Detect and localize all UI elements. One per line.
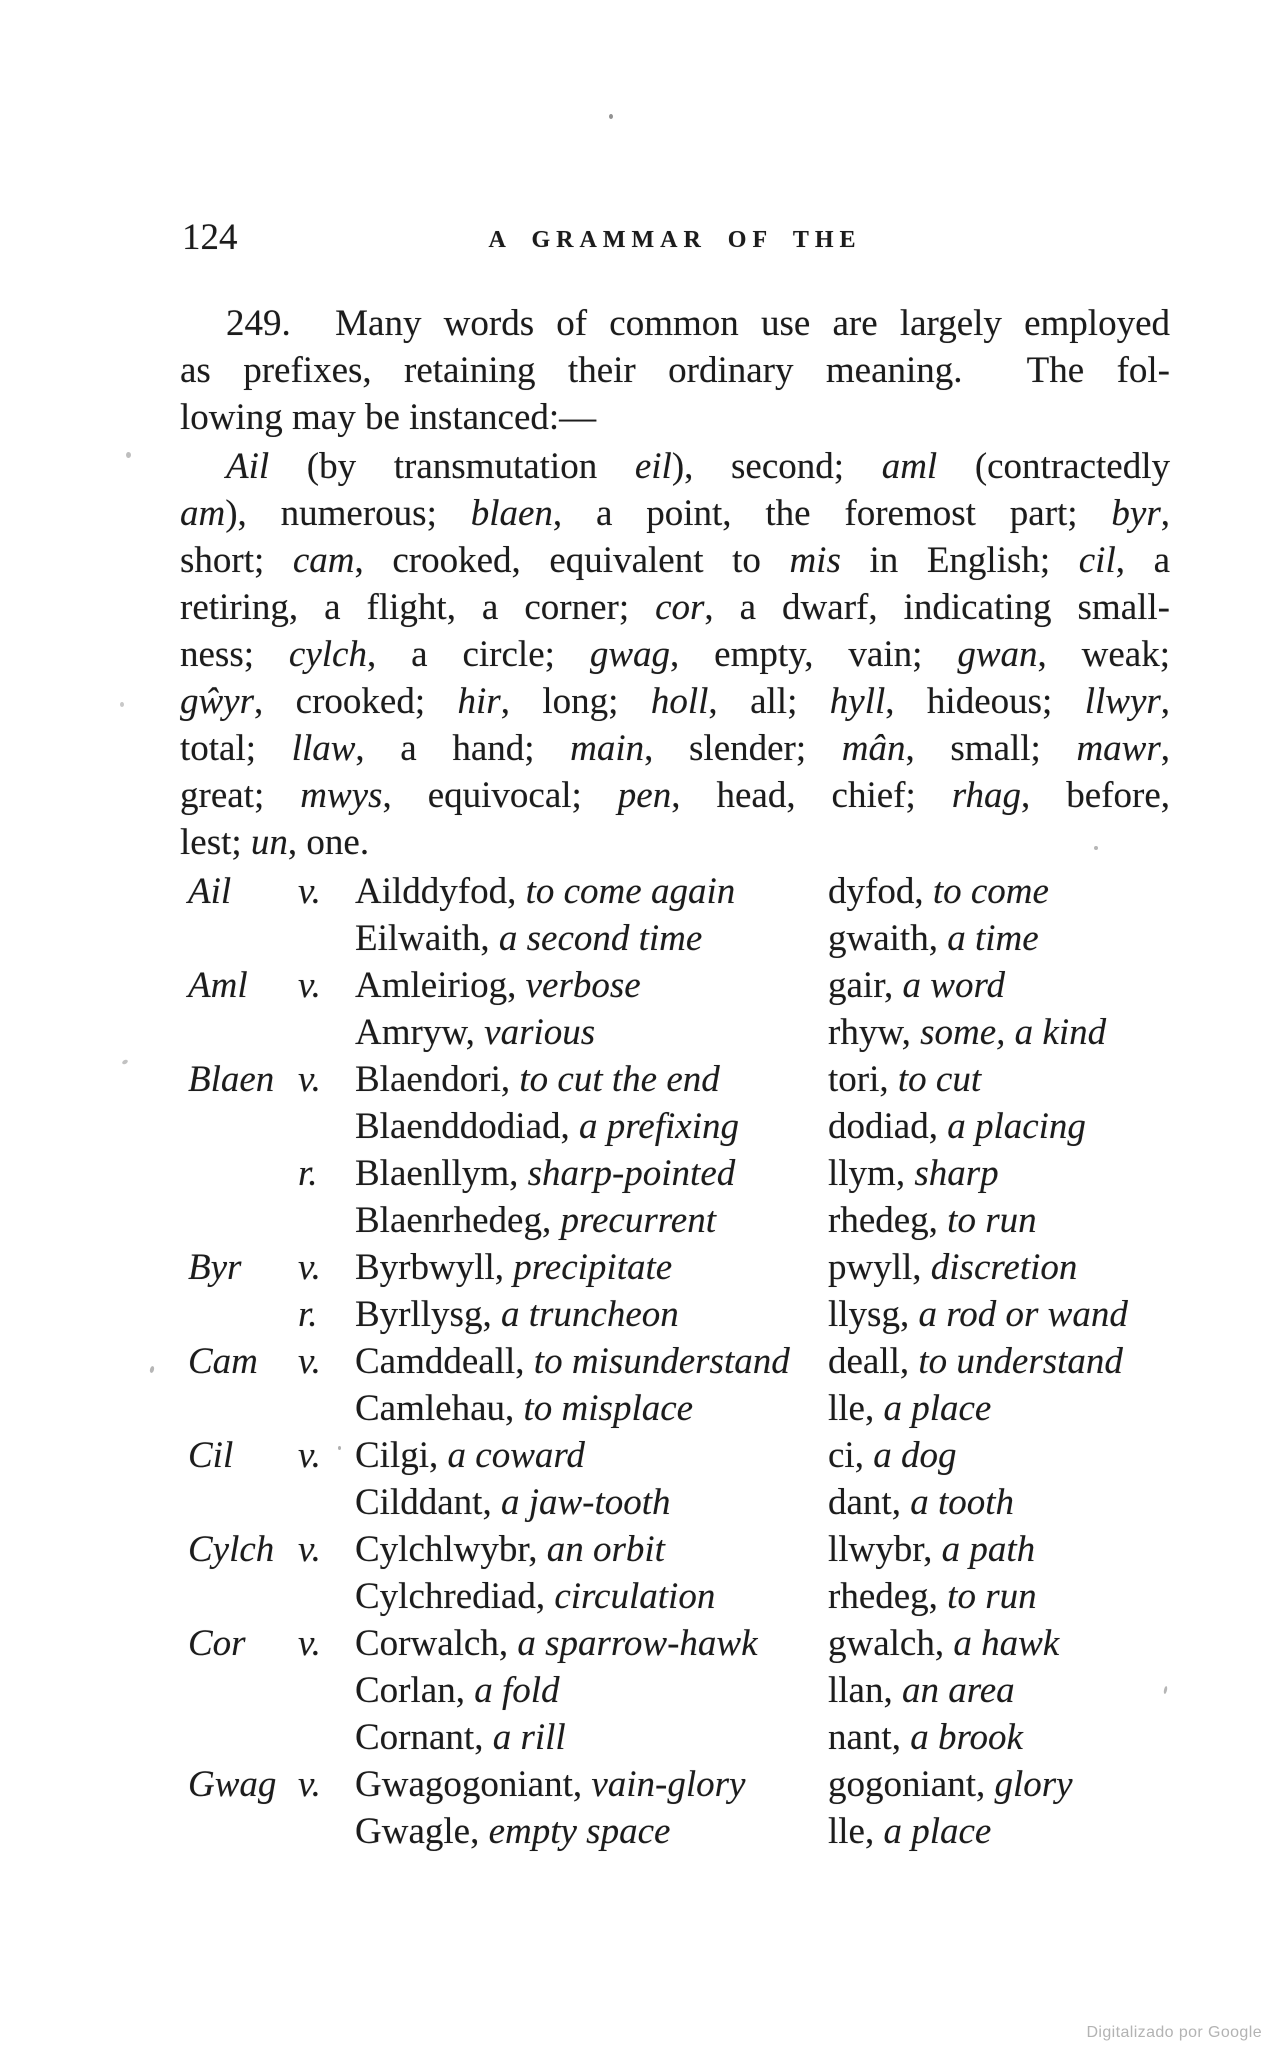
text-segment: total; bbox=[180, 728, 292, 769]
text-segment: great; bbox=[180, 775, 301, 816]
google-digitization-stamp: Digitalizado por Google bbox=[1086, 2024, 1262, 2041]
table-row bbox=[180, 1432, 1180, 1479]
root-gloss: a dog bbox=[873, 1435, 957, 1476]
root-cell bbox=[828, 962, 1005, 1009]
root-cell bbox=[828, 1197, 1037, 1244]
text-line bbox=[180, 347, 1170, 394]
root-gloss: a tooth bbox=[910, 1482, 1015, 1523]
text-segment: 249. Many words of common use are largely employed bbox=[226, 303, 1170, 344]
text-segment: cylch bbox=[288, 634, 367, 675]
table-row bbox=[180, 1385, 1180, 1432]
root-gloss: a time bbox=[947, 918, 1039, 959]
text-segment: , before, bbox=[1021, 775, 1170, 816]
text-segment: (contractedly bbox=[937, 446, 1170, 487]
compound-word: Gwagle, bbox=[355, 1811, 489, 1852]
text-segment: gwan bbox=[957, 634, 1038, 675]
root-word: dyfod, bbox=[828, 871, 933, 912]
variation-mark-cell: v. bbox=[298, 871, 321, 912]
headword-cell: Cylch bbox=[188, 1529, 275, 1570]
table-row bbox=[180, 1526, 1180, 1573]
compound-gloss: a truncheon bbox=[500, 1294, 679, 1335]
compound-cell bbox=[355, 1479, 671, 1526]
scan-artifact bbox=[121, 1059, 128, 1065]
compound-cell bbox=[355, 1338, 790, 1385]
compound-word: Ailddyfod, bbox=[355, 871, 526, 912]
compound-gloss: a jaw-tooth bbox=[500, 1482, 671, 1523]
root-word: rhedeg, bbox=[828, 1200, 948, 1241]
text-segment: mawr bbox=[1076, 728, 1161, 769]
text-line bbox=[180, 394, 1170, 441]
compound-word: Blaenddodiad, bbox=[355, 1106, 580, 1147]
text-segment: lest; bbox=[180, 822, 251, 863]
root-word: lle, bbox=[828, 1388, 884, 1429]
root-gloss: to cut bbox=[897, 1059, 982, 1100]
text-segment: , small; bbox=[905, 728, 1077, 769]
text-segment: un bbox=[250, 822, 288, 863]
text-segment: gŵyr bbox=[180, 681, 254, 722]
text-line bbox=[180, 300, 1170, 347]
text-segment: , bbox=[1160, 493, 1170, 534]
table-row bbox=[180, 1103, 1180, 1150]
scan-artifact bbox=[338, 1446, 341, 1450]
root-cell bbox=[828, 1150, 999, 1197]
text-line bbox=[180, 678, 1170, 725]
variation-mark-cell: v. bbox=[298, 1247, 321, 1288]
text-segment: main bbox=[570, 728, 645, 769]
compound-word: Cylchrediad, bbox=[355, 1576, 555, 1617]
compound-cell bbox=[355, 962, 641, 1009]
text-segment: ), numerous; bbox=[225, 493, 471, 534]
compound-cell bbox=[355, 1244, 672, 1291]
text-segment: pen bbox=[617, 775, 672, 816]
compound-gloss: a sparrow-hawk bbox=[517, 1623, 758, 1664]
text-line bbox=[180, 443, 1170, 490]
text-segment: lowing may be instanced:— bbox=[180, 397, 597, 438]
table-row bbox=[180, 1244, 1180, 1291]
root-cell bbox=[828, 1573, 1037, 1620]
root-gloss: to run bbox=[947, 1576, 1037, 1617]
text-segment: , bbox=[1160, 728, 1171, 769]
root-cell bbox=[828, 1808, 991, 1855]
text-segment: , crooked, equivalent to bbox=[354, 540, 790, 581]
scan-artifact bbox=[1094, 846, 1098, 850]
text-segment: blaen bbox=[470, 493, 553, 534]
text-segment: , crooked; bbox=[254, 681, 458, 722]
compound-cell bbox=[355, 1620, 758, 1667]
text-segment: , one. bbox=[287, 822, 370, 863]
root-word: llan, bbox=[828, 1670, 902, 1711]
root-gloss: a brook bbox=[910, 1717, 1023, 1758]
root-word: rhyw, bbox=[828, 1012, 921, 1053]
root-cell bbox=[828, 915, 1039, 962]
compound-word: Byrbwyll, bbox=[355, 1247, 514, 1288]
text-segment: , a circle; bbox=[366, 634, 590, 675]
table-row bbox=[180, 1479, 1180, 1526]
compound-gloss: precipitate bbox=[513, 1247, 673, 1288]
text-line bbox=[180, 772, 1170, 819]
root-word: tori, bbox=[828, 1059, 898, 1100]
compound-cell bbox=[355, 1526, 665, 1573]
compound-gloss: precurrent bbox=[560, 1200, 716, 1241]
text-segment: hyll bbox=[829, 681, 886, 722]
compound-word: Cilgi, bbox=[355, 1435, 448, 1476]
headword-cell: Aml bbox=[188, 965, 248, 1006]
headword-cell: Cam bbox=[188, 1341, 258, 1382]
table-row bbox=[180, 1808, 1180, 1855]
text-segment: , empty, vain; bbox=[670, 634, 958, 675]
text-segment: rhag bbox=[951, 775, 1022, 816]
root-gloss: some, a kind bbox=[920, 1012, 1107, 1053]
text-segment: , bbox=[1160, 681, 1171, 722]
compound-word: Byrllysg, bbox=[355, 1294, 501, 1335]
compound-word: Camlehau, bbox=[355, 1388, 524, 1429]
root-cell bbox=[828, 1620, 1059, 1667]
root-gloss: glory bbox=[994, 1764, 1073, 1805]
root-gloss: a word bbox=[902, 965, 1006, 1006]
compound-gloss: to misunderstand bbox=[533, 1341, 790, 1382]
root-gloss: to run bbox=[947, 1200, 1037, 1241]
scan-artifact bbox=[609, 114, 613, 119]
table-row bbox=[180, 1056, 1180, 1103]
compound-cell bbox=[355, 1291, 679, 1338]
compound-cell bbox=[355, 1103, 739, 1150]
compound-cell bbox=[355, 915, 702, 962]
variation-mark-cell: v. bbox=[298, 1764, 321, 1805]
text-segment: cam bbox=[292, 540, 355, 581]
text-segment: , a hand; bbox=[355, 728, 571, 769]
root-cell bbox=[828, 1103, 1086, 1150]
table-row bbox=[180, 1291, 1180, 1338]
root-cell bbox=[828, 1479, 1014, 1526]
compound-gloss: to come again bbox=[525, 871, 736, 912]
root-cell bbox=[828, 1432, 956, 1479]
text-line bbox=[180, 537, 1170, 584]
compound-word: Corlan, bbox=[355, 1670, 475, 1711]
headword-cell: Gwag bbox=[188, 1764, 277, 1805]
table-row bbox=[180, 1620, 1180, 1667]
text-segment: , long; bbox=[500, 681, 651, 722]
text-segment: , hideous; bbox=[885, 681, 1085, 722]
page-number: 124 bbox=[182, 217, 238, 258]
text-segment: am bbox=[180, 493, 226, 534]
text-segment: mis bbox=[789, 540, 841, 581]
text-segment: , a bbox=[1115, 540, 1170, 581]
compound-gloss: a second time bbox=[498, 918, 703, 959]
scan-artifact bbox=[149, 1366, 155, 1374]
text-segment: mân bbox=[841, 728, 906, 769]
variation-mark-cell: v. bbox=[298, 1435, 321, 1476]
root-word: gwaith, bbox=[828, 918, 948, 959]
root-gloss: to understand bbox=[918, 1341, 1123, 1382]
root-cell bbox=[828, 1056, 981, 1103]
root-gloss: a place bbox=[883, 1388, 992, 1429]
text-segment: , weak; bbox=[1037, 634, 1171, 675]
compound-gloss: sharp-pointed bbox=[527, 1153, 736, 1194]
text-segment: , a dwarf, indicating small- bbox=[704, 587, 1170, 628]
compound-gloss: a fold bbox=[474, 1670, 560, 1711]
text-segment: eil bbox=[634, 446, 672, 487]
root-cell bbox=[828, 1009, 1106, 1056]
text-segment: mwys bbox=[300, 775, 383, 816]
compound-cell bbox=[355, 1761, 745, 1808]
compound-cell bbox=[355, 1714, 566, 1761]
root-word: llysg, bbox=[828, 1294, 919, 1335]
variation-mark-cell: r. bbox=[298, 1294, 318, 1335]
table-row bbox=[180, 915, 1180, 962]
root-word: rhedeg, bbox=[828, 1576, 948, 1617]
root-word: llwybr, bbox=[828, 1529, 942, 1570]
root-cell bbox=[828, 1385, 991, 1432]
root-cell bbox=[828, 1526, 1035, 1573]
compound-word: Cornant, bbox=[355, 1717, 493, 1758]
compound-cell bbox=[355, 1667, 560, 1714]
text-segment: short; bbox=[180, 540, 293, 581]
root-cell bbox=[828, 1761, 1073, 1808]
table-row bbox=[180, 1150, 1180, 1197]
root-word: gwalch, bbox=[828, 1623, 954, 1664]
root-word: pwyll, bbox=[828, 1247, 931, 1288]
text-segment: cor bbox=[655, 587, 705, 628]
text-segment: gwag bbox=[589, 634, 670, 675]
compound-gloss: vain-glory bbox=[591, 1764, 746, 1805]
scan-artifact bbox=[126, 452, 131, 458]
root-gloss: a hawk bbox=[953, 1623, 1060, 1664]
text-segment: , all; bbox=[708, 681, 830, 722]
prefix-table bbox=[180, 868, 1180, 1855]
headword-cell: Blaen bbox=[188, 1059, 275, 1100]
table-row bbox=[180, 868, 1180, 915]
table-row bbox=[180, 962, 1180, 1009]
table-row bbox=[180, 1573, 1180, 1620]
table-row bbox=[180, 1667, 1180, 1714]
root-gloss: a placing bbox=[947, 1106, 1086, 1147]
text-segment: , a point, the foremost part; bbox=[552, 493, 1112, 534]
running-title: A GRAMMAR OF THE bbox=[488, 227, 862, 253]
text-line bbox=[180, 819, 1170, 866]
compound-gloss: empty space bbox=[488, 1811, 671, 1852]
root-word: gogoniant, bbox=[828, 1764, 995, 1805]
table-row bbox=[180, 1714, 1180, 1761]
compound-gloss: a coward bbox=[447, 1435, 585, 1476]
text-segment: ), second; bbox=[671, 446, 882, 487]
text-segment: , head, chief; bbox=[671, 775, 952, 816]
root-gloss: a place bbox=[883, 1811, 992, 1852]
compound-word: Amryw, bbox=[355, 1012, 485, 1053]
compound-cell bbox=[355, 1432, 585, 1479]
root-cell bbox=[828, 1338, 1123, 1385]
table-row bbox=[180, 1009, 1180, 1056]
variation-mark-cell: v. bbox=[298, 965, 321, 1006]
root-word: ci, bbox=[828, 1435, 874, 1476]
compound-word: Gwagogoniant, bbox=[355, 1764, 592, 1805]
scan-artifact bbox=[120, 702, 124, 707]
compound-cell bbox=[355, 868, 735, 915]
root-gloss: a path bbox=[941, 1529, 1036, 1570]
paragraph-249 bbox=[180, 300, 1170, 441]
root-word: dant, bbox=[828, 1482, 911, 1523]
root-gloss: to come bbox=[932, 871, 1049, 912]
paragraph-prefix-examples bbox=[180, 443, 1170, 866]
text-segment: , equivocal; bbox=[382, 775, 618, 816]
compound-word: Corwalch, bbox=[355, 1623, 518, 1664]
variation-mark-cell: v. bbox=[298, 1059, 321, 1100]
root-cell bbox=[828, 1667, 1015, 1714]
compound-word: Blaendori, bbox=[355, 1059, 520, 1100]
compound-word: Blaenllym, bbox=[355, 1153, 528, 1194]
table-row bbox=[180, 1761, 1180, 1808]
variation-mark-cell: v. bbox=[298, 1529, 321, 1570]
headword-cell: Cil bbox=[188, 1435, 234, 1476]
text-segment: , slender; bbox=[644, 728, 842, 769]
compound-gloss: circulation bbox=[554, 1576, 716, 1617]
text-segment: byr bbox=[1111, 493, 1161, 534]
text-segment: (by transmutation bbox=[269, 446, 635, 487]
compound-word: Amleiriog, bbox=[355, 965, 526, 1006]
text-line bbox=[180, 584, 1170, 631]
headword-cell: Ail bbox=[188, 871, 232, 912]
page-header bbox=[180, 214, 1170, 266]
text-segment: retiring, a flight, a corner; bbox=[180, 587, 656, 628]
root-gloss: sharp bbox=[914, 1153, 999, 1194]
variation-mark-cell: r. bbox=[298, 1153, 318, 1194]
root-word: dodiad, bbox=[828, 1106, 948, 1147]
compound-gloss: a rill bbox=[492, 1717, 566, 1758]
text-line bbox=[180, 631, 1170, 678]
text-segment: ness; bbox=[180, 634, 289, 675]
root-cell bbox=[828, 1244, 1077, 1291]
text-segment: Ail bbox=[226, 446, 270, 487]
compound-cell bbox=[355, 1808, 670, 1855]
root-gloss: a rod or wand bbox=[918, 1294, 1128, 1335]
root-gloss: an area bbox=[901, 1670, 1015, 1711]
root-cell bbox=[828, 868, 1049, 915]
compound-gloss: various bbox=[484, 1012, 596, 1053]
table-row bbox=[180, 1338, 1180, 1385]
compound-cell bbox=[355, 1197, 716, 1244]
compound-cell bbox=[355, 1150, 735, 1197]
text-segment: hir bbox=[457, 681, 501, 722]
variation-mark-cell: v. bbox=[298, 1623, 321, 1664]
root-word: nant, bbox=[828, 1717, 911, 1758]
table-row bbox=[180, 1197, 1180, 1244]
compound-cell bbox=[355, 1009, 595, 1056]
compound-gloss: verbose bbox=[525, 965, 641, 1006]
compound-gloss: an orbit bbox=[546, 1529, 665, 1570]
compound-gloss: to misplace bbox=[523, 1388, 694, 1429]
root-cell bbox=[828, 1714, 1023, 1761]
root-word: gair, bbox=[828, 965, 903, 1006]
root-word: deall, bbox=[828, 1341, 919, 1382]
text-segment: llwyr bbox=[1084, 681, 1161, 722]
compound-word: Eilwaith, bbox=[355, 918, 499, 959]
text-segment: holl bbox=[650, 681, 709, 722]
root-word: llym, bbox=[828, 1153, 915, 1194]
text-segment: as prefixes, retaining their ordinary meaning. The fol- bbox=[180, 350, 1170, 391]
text-segment: in English; bbox=[840, 540, 1079, 581]
compound-word: Cylchlwybr, bbox=[355, 1529, 547, 1570]
headword-cell: Byr bbox=[188, 1247, 242, 1288]
compound-gloss: a prefixing bbox=[579, 1106, 739, 1147]
compound-cell bbox=[355, 1056, 720, 1103]
root-cell bbox=[828, 1291, 1128, 1338]
root-gloss: discretion bbox=[930, 1247, 1078, 1288]
compound-cell bbox=[355, 1573, 715, 1620]
text-line bbox=[180, 725, 1170, 772]
text-segment: aml bbox=[881, 446, 938, 487]
headword-cell: Cor bbox=[188, 1623, 246, 1664]
compound-word: Blaenrhedeg, bbox=[355, 1200, 561, 1241]
text-segment: cil bbox=[1078, 540, 1116, 581]
text-line bbox=[180, 490, 1170, 537]
root-word: lle, bbox=[828, 1811, 884, 1852]
compound-cell bbox=[355, 1385, 693, 1432]
compound-word: Camddeall, bbox=[355, 1341, 534, 1382]
compound-word: Cilddant, bbox=[355, 1482, 501, 1523]
compound-gloss: to cut the end bbox=[519, 1059, 720, 1100]
variation-mark-cell: v. bbox=[298, 1341, 321, 1382]
text-segment: llaw bbox=[291, 728, 356, 769]
